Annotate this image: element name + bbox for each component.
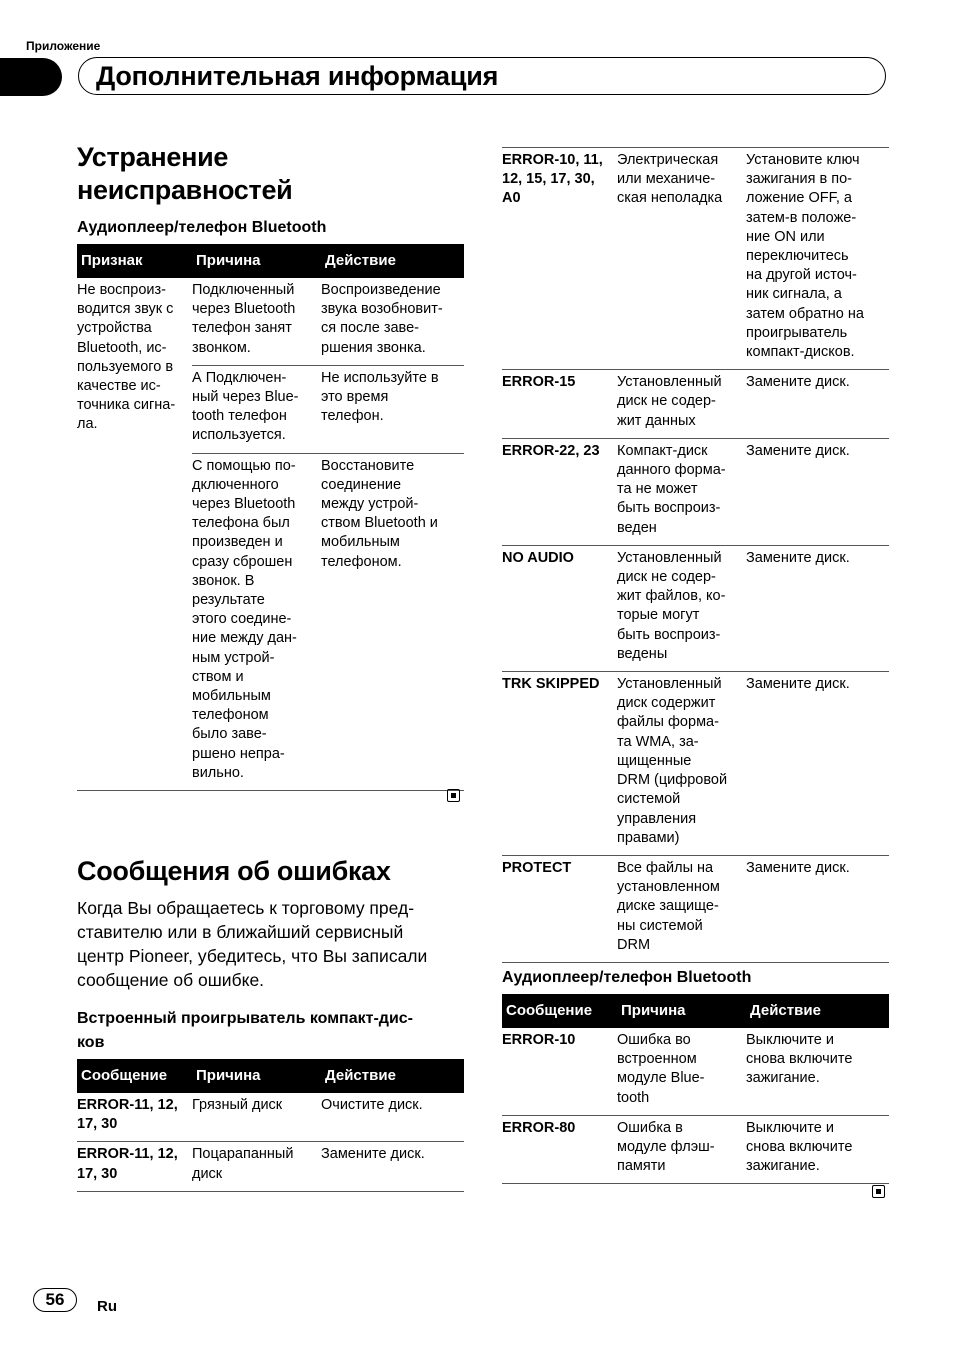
table-cell: NO AUDIO xyxy=(502,545,617,671)
column-header: Действие xyxy=(321,1059,464,1093)
table-cell: Поцарапанный диск xyxy=(192,1142,321,1191)
table-cell: ERROR-80 xyxy=(502,1115,617,1184)
table-cell: Не воспроиз- водится звук с устройства Bluetooth, ис- пользуемого в качестве ис- точника сигна- ла. xyxy=(77,278,192,791)
table-cell: ERROR-11, 12, 17, 30 xyxy=(77,1142,192,1191)
table-cell: С помощью по- дключенного через Bluetooth телефона был произведен и сразу сброшен звонок. В результате этого соедине- ние между дан- ным устрой- ством и мобильным телефоном было заве- ршено непра- вильно. xyxy=(192,453,321,790)
table-cell: Замените диск. xyxy=(746,438,889,545)
table-row xyxy=(502,672,889,856)
cd-errors-table-left xyxy=(77,1059,464,1192)
table-cell: Замените диск. xyxy=(746,545,889,671)
errors-intro: Когда Вы обращаетесь к торговому пред- ставителю или в ближайший сервисный центр Pioneer, убедитесь, что Вы записали сообщение об ошибке. xyxy=(77,898,428,990)
table-cell: ERROR-11, 12, 17, 30 xyxy=(77,1093,192,1142)
column-header: Сообщение xyxy=(502,994,617,1028)
table-cell: TRK SKIPPED xyxy=(502,672,617,856)
page-number: 56 xyxy=(33,1288,77,1312)
table-row xyxy=(502,1028,889,1115)
table-row xyxy=(502,438,889,545)
table-row xyxy=(502,545,889,671)
end-of-section-icon xyxy=(872,1185,885,1198)
table-cell: Не используйте в это время телефон. xyxy=(321,365,464,453)
table-cell: ERROR-15 xyxy=(502,370,617,439)
bt-errors-table xyxy=(502,994,889,1184)
table-row xyxy=(502,370,889,439)
table-cell: Грязный диск xyxy=(192,1093,321,1142)
troubleshooting-heading xyxy=(77,141,292,207)
table-cell: Выключите и снова включите зажигание. xyxy=(746,1115,889,1184)
language-label: Ru xyxy=(97,1298,117,1315)
troubleshooting-subtitle: Аудиоплеер/телефон Bluetooth xyxy=(77,219,327,236)
table-cell: Подключенный через Bluetooth телефон занят звонком. xyxy=(192,278,321,365)
table-row xyxy=(502,855,889,962)
table-cell: ERROR-10, 11, 12, 15, 17, 30, A0 xyxy=(502,148,617,370)
table-row xyxy=(77,1093,464,1142)
column-header: Причина xyxy=(192,1059,321,1093)
end-of-section-icon xyxy=(447,789,460,802)
table-cell: А Подключен- ный через Blue- tooth телефон используется. xyxy=(192,365,321,453)
bt-errors-subtitle: Аудиоплеер/телефон Bluetooth xyxy=(502,969,752,986)
table-cell: ERROR-22, 23 xyxy=(502,438,617,545)
table-cell: Ошибка во встроенном модуле Blue- tooth xyxy=(617,1028,746,1115)
table-cell: Замените диск. xyxy=(746,855,889,962)
column-header: Причина xyxy=(617,994,746,1028)
troubleshooting-heading-line1: Устранение xyxy=(77,142,229,172)
table-cell: Выключите и снова включите зажигание. xyxy=(746,1028,889,1115)
table-cell: Восстановите соединение между устрой- ством Bluetooth и мобильным телефоном. xyxy=(321,453,464,790)
section-tab-marker xyxy=(0,58,62,96)
table-cell: Замените диск. xyxy=(746,370,889,439)
table-row xyxy=(502,148,889,370)
column-header: Сообщение xyxy=(77,1059,192,1093)
column-header: Причина xyxy=(192,244,321,278)
table-cell: PROTECT xyxy=(502,855,617,962)
cd-errors-table-right xyxy=(502,147,889,963)
table-cell: Установленный диск не содер- жит файлов, ко- торые могут быть воспроиз- ведены xyxy=(617,545,746,671)
table-cell: Воспроизведение звука возобновит- ся после заве- ршения звонка. xyxy=(321,278,464,365)
page-header xyxy=(78,57,886,95)
table-cell: Установленный диск не содер- жит данных xyxy=(617,370,746,439)
cd-player-subtitle: Встроенный проигрыватель компакт-дис- ков xyxy=(77,1010,414,1051)
column-header: Действие xyxy=(746,994,889,1028)
table-cell: Компакт-диск данного форма- та не может быть воспроиз- веден xyxy=(617,438,746,545)
table-cell: Установленный диск содержит файлы форма- та WMA, за- щищенные DRM (цифровой системой управления правами) xyxy=(617,672,746,856)
errors-heading: Сообщения об ошибках xyxy=(77,856,391,886)
section-label: Приложение xyxy=(26,39,101,53)
table-cell: Замените диск. xyxy=(746,672,889,856)
table-cell: Установите ключ зажигания в по- ложение OFF, а затем-в положе- ние ON или переключитесь на другой источ- ник сигнала, а затем обратно на проигрыватель компакт-дисков. xyxy=(746,148,889,370)
column-header: Признак xyxy=(77,244,192,278)
table-row xyxy=(77,278,464,365)
table-cell: Ошибка в модуле флэш- памяти xyxy=(617,1115,746,1184)
troubleshooting-heading-line2: неисправностей xyxy=(77,175,293,205)
table-cell: Все файлы на установленном диске защище- ны системой DRM xyxy=(617,855,746,962)
table-row xyxy=(77,1142,464,1191)
table-row xyxy=(502,1115,889,1184)
troubleshooting-table xyxy=(77,244,464,791)
table-cell: Очистите диск. xyxy=(321,1093,464,1142)
table-cell: Электрическая или механиче- ская неполадка xyxy=(617,148,746,370)
table-cell: Замените диск. xyxy=(321,1142,464,1191)
column-header: Действие xyxy=(321,244,464,278)
table-cell: ERROR-10 xyxy=(502,1028,617,1115)
page-title: Дополнительная информация xyxy=(96,61,499,91)
